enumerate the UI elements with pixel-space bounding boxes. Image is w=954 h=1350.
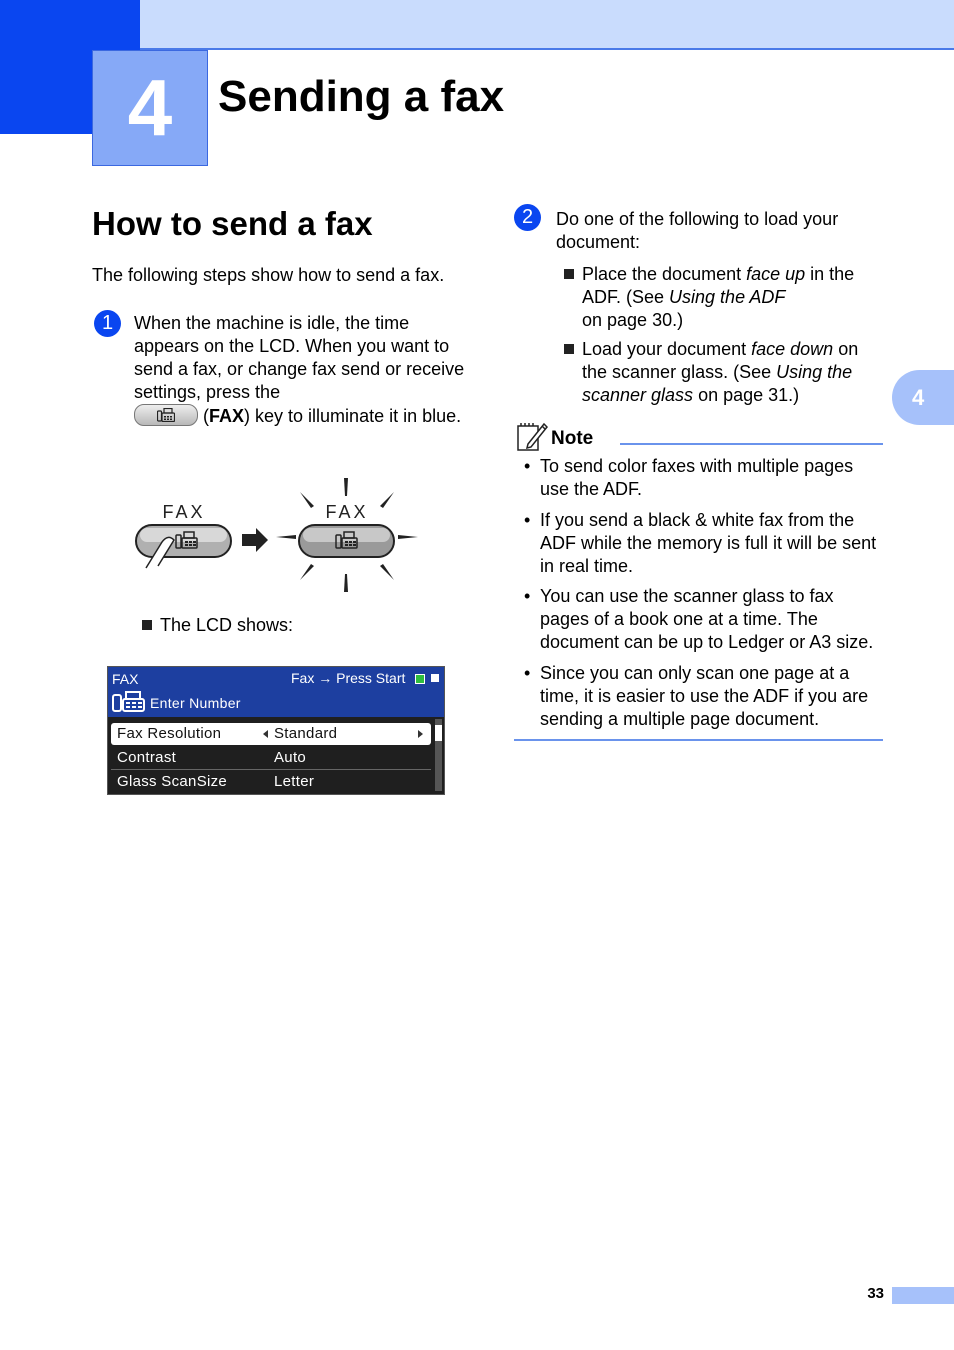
note-divider-top (620, 443, 883, 445)
lcd-row-fax-resolution[interactable] (111, 723, 431, 745)
load-option-adf (564, 263, 876, 332)
note-item-text: Since you can only scan one page at a time, it is easier to use the ADF if you are sending a multiple page document. (540, 663, 869, 729)
bullet-square (564, 269, 574, 279)
header-band (140, 0, 954, 50)
lcd-row-value: Standard (274, 725, 338, 742)
lcd-green-indicator (415, 674, 425, 684)
lcd-row-value: Letter (274, 773, 315, 790)
note-item (524, 509, 884, 578)
lcd-shows-text: The LCD shows: (160, 615, 294, 635)
lcd-scroll-thumb[interactable] (435, 725, 442, 741)
note-item-text: If you send a black & white fax from the ADF while the memory is full it will be sent in real time. (540, 510, 877, 576)
lcd-row-contrast[interactable] (111, 747, 431, 770)
fax-machine-icon (157, 408, 175, 422)
lcd-row-key: Contrast (117, 749, 177, 766)
text: in the ADF. (See (582, 264, 855, 307)
lcd-mode-label: FAX (112, 671, 139, 687)
section-intro: The following steps show how to send a fax. (92, 265, 445, 285)
lcd-white-indicator (431, 674, 439, 682)
cross-reference: Using the ADF (669, 287, 786, 307)
lcd-status-left: Fax (291, 670, 315, 686)
lcd-row-glass-scansize[interactable] (111, 771, 431, 793)
note-item-text: You can use the scanner glass to fax pages of a book one at a time. The document can be up to Ledger or A3 size. (540, 586, 874, 652)
fax-key-label-left: FAX (162, 502, 206, 522)
bullet-dot: • (524, 456, 531, 476)
step-1-marker: 1 (94, 310, 121, 337)
fax-key-name: FAX (209, 406, 245, 426)
load-option-scanner-glass (564, 338, 876, 407)
lcd-shows-bullet (142, 615, 293, 636)
chapter-title: Sending a fax (218, 72, 505, 121)
lcd-screen (107, 666, 445, 795)
page-number-bar (892, 1287, 954, 1304)
fax-machine-icon (112, 691, 146, 713)
fax-key-inline (134, 404, 198, 426)
side-chapter-tab: 4 (892, 370, 954, 425)
text: on page 31.) (693, 385, 800, 405)
bullet-square (564, 344, 574, 354)
chapter-number: 4 (92, 50, 208, 166)
emphasis: face up (746, 264, 806, 284)
bullet-dot: • (524, 586, 531, 606)
bullet-square (142, 620, 152, 630)
lcd-prompt: Enter Number (150, 695, 241, 711)
key-open-paren: ( (203, 406, 210, 426)
fax-key-label-right: FAX (325, 502, 369, 522)
arrow-right-icon (418, 730, 423, 738)
note-item (524, 662, 884, 731)
text: Load your document (582, 339, 752, 359)
text: Place the document (582, 264, 747, 284)
step-2-marker: 2 (514, 204, 541, 231)
lcd-status-arrow: → (318, 670, 333, 686)
lcd-scrollbar[interactable] (435, 719, 442, 791)
key-after-text: ) key to illuminate it in blue. (244, 406, 462, 426)
lcd-row-value: Auto (274, 749, 307, 766)
arrow-right-icon (242, 528, 268, 552)
note-item-text: To send color faxes with multiple pages use the ADF. (540, 456, 854, 499)
lcd-row-key: Fax Resolution (117, 725, 222, 742)
lcd-status (291, 670, 405, 686)
note-pencil-icon (516, 420, 548, 452)
bullet-dot: • (524, 663, 531, 683)
note-item (524, 455, 884, 501)
lcd-row-key: Glass ScanSize (117, 773, 228, 790)
section-title: How to send a fax (92, 205, 373, 242)
lcd-header (108, 667, 444, 717)
bullet-dot: • (524, 510, 531, 530)
note-item (524, 585, 884, 654)
lcd-status-right: Press Start (336, 670, 406, 686)
cross-reference: Using the scanner glass (582, 362, 853, 405)
note-label: Note (551, 428, 594, 449)
page-number: 33 (867, 1285, 884, 1302)
fax-key-illustration (132, 472, 432, 602)
arrow-left-icon (263, 730, 268, 738)
emphasis: face down (751, 339, 834, 359)
step-1-text (134, 312, 474, 428)
step-2-text: Do one of the following to load your document: (556, 209, 839, 252)
text: on the scanner glass. (See (582, 339, 859, 382)
note-divider-bottom (514, 739, 883, 741)
step-1-instruction: When the machine is idle, the time appears on the LCD. When you want to send a fax, or change fax send or receive settings, press the (134, 313, 465, 402)
text: on page 30.) (582, 310, 684, 330)
